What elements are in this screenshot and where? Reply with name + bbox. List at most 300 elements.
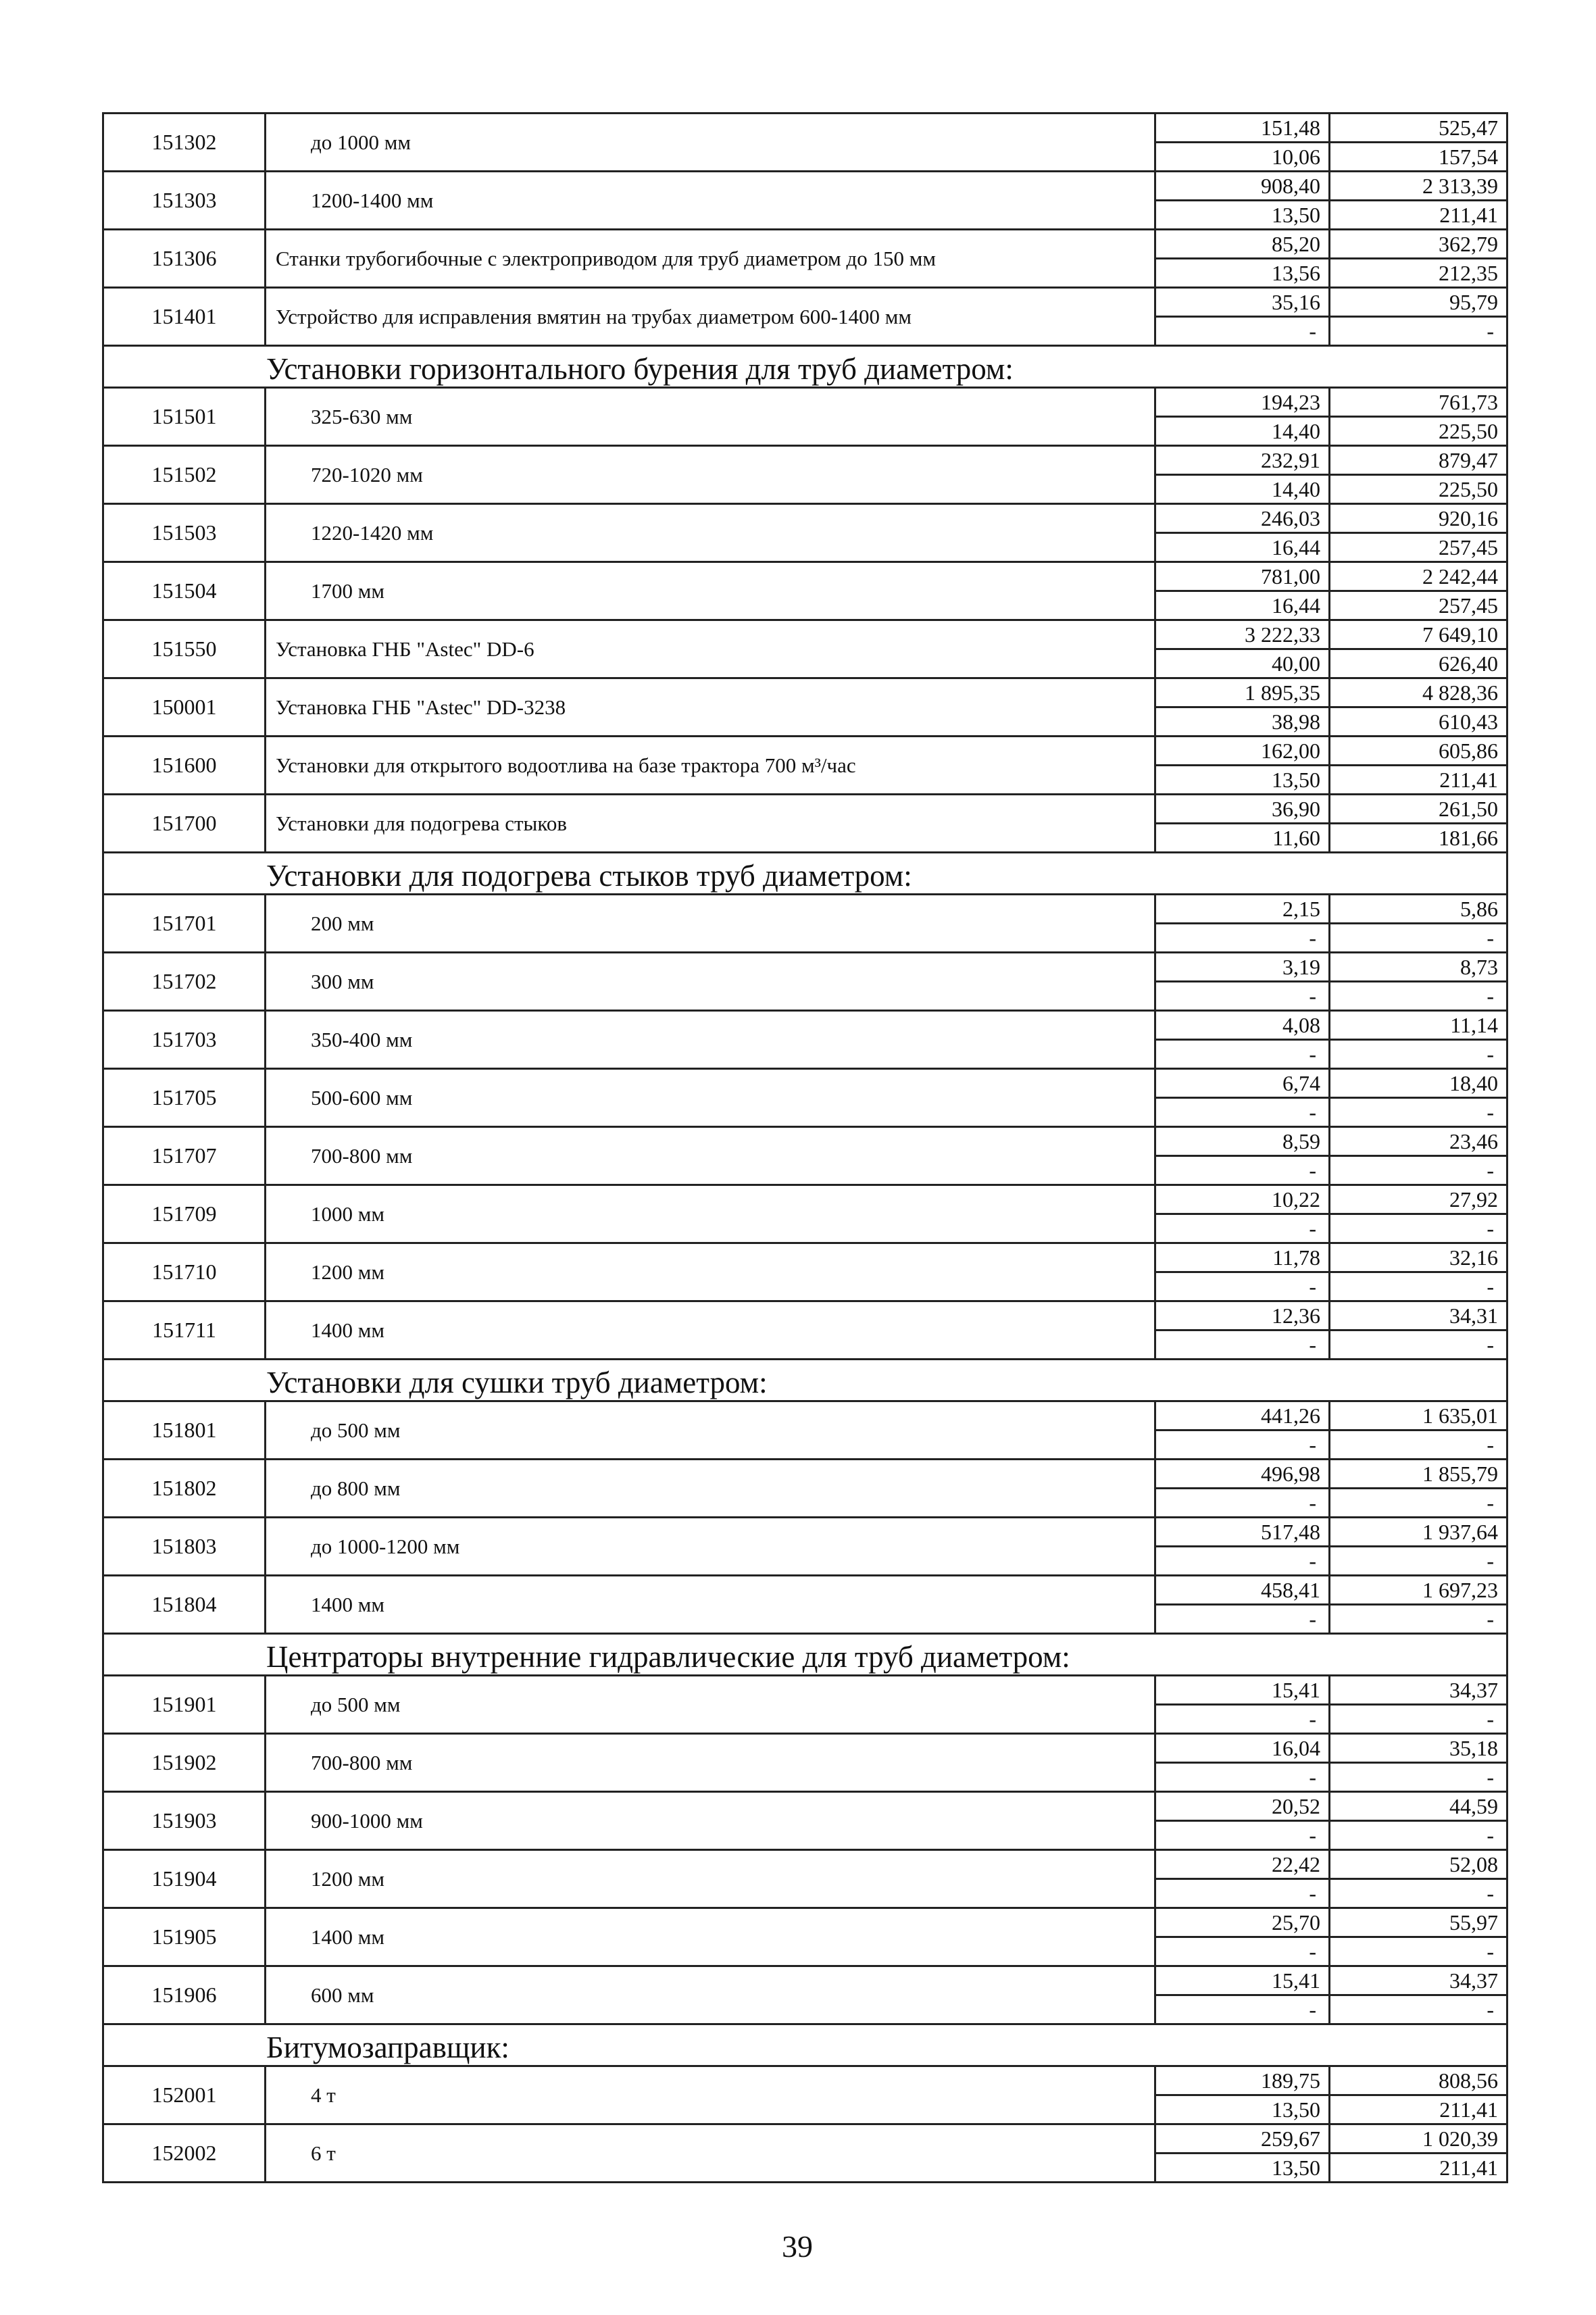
item-code: 151302 (104, 114, 266, 170)
price-2-wage: - (1487, 319, 1494, 343)
item-name: Устройство для исправления вмятин на трубах диаметром 600-1400 мм (266, 289, 1156, 345)
item-code: 151705 (104, 1070, 266, 1126)
price-2-value: 2 242,44 (1330, 563, 1506, 592)
price-column-2 (1330, 679, 1508, 735)
table-row (104, 1909, 1508, 1967)
price-2-value: 920,16 (1330, 505, 1506, 534)
price-column-1 (1156, 1402, 1330, 1458)
price-1-value: 2,15 (1156, 895, 1328, 924)
item-code: 150001 (104, 679, 266, 735)
item-code: 151701 (104, 895, 266, 951)
price-column-2 (1330, 563, 1508, 619)
table-row (104, 621, 1508, 679)
price-column-1 (1156, 1851, 1330, 1907)
price-column-1 (1156, 1793, 1330, 1849)
price-column-1 (1156, 172, 1330, 228)
item-code: 151550 (104, 621, 266, 677)
item-code: 151709 (104, 1186, 266, 1242)
table-row (104, 1302, 1508, 1360)
price-1-wage: 13,50 (1272, 203, 1320, 227)
price-2-value: 362,79 (1330, 230, 1506, 259)
price-1-wage: 14,40 (1272, 477, 1320, 501)
price-column-1 (1156, 737, 1330, 793)
price-column-1 (1156, 1735, 1330, 1791)
price-column-2 (1330, 1967, 1508, 2023)
table-row (104, 1186, 1508, 1244)
price-2-wage: - (1487, 1216, 1494, 1241)
section-header (104, 2025, 1508, 2067)
price-1-value: 1 895,35 (1156, 679, 1328, 708)
item-name: 1000 мм (266, 1186, 1156, 1242)
price-column-2 (1330, 1012, 1508, 1068)
item-code: 152002 (104, 2125, 266, 2181)
item-name: 300 мм (266, 953, 1156, 1010)
price-column-2 (1330, 1909, 1508, 1965)
item-name: 325-630 мм (266, 389, 1156, 445)
table-row (104, 1576, 1508, 1635)
item-code: 151503 (104, 505, 266, 561)
price-1-wage: - (1309, 926, 1316, 950)
price-column-1 (1156, 389, 1330, 445)
price-2-value: 2 313,39 (1330, 172, 1506, 201)
item-name: Установки для открытого водоотлива на базе трактора 700 м³/час (266, 737, 1156, 793)
item-name: 350-400 мм (266, 1012, 1156, 1068)
table-row (104, 2125, 1508, 2183)
price-column-1 (1156, 1302, 1330, 1358)
item-name: Установка ГНБ "Astec" DD-3238 (266, 679, 1156, 735)
price-2-value: 34,37 (1330, 1967, 1506, 1996)
item-code: 151803 (104, 1518, 266, 1574)
price-column-1 (1156, 1518, 1330, 1574)
price-column-1 (1156, 505, 1330, 561)
table-row (104, 389, 1508, 447)
price-column-2 (1330, 895, 1508, 951)
price-2-value: 761,73 (1330, 389, 1506, 418)
price-2-wage: 610,43 (1439, 710, 1498, 734)
price-1-wage: 16,44 (1272, 593, 1320, 618)
price-1-value: 781,00 (1156, 563, 1328, 592)
price-column-1 (1156, 1676, 1330, 1733)
item-name: 1400 мм (266, 1302, 1156, 1358)
section-title: Установки горизонтального бурения для труб диаметром: (266, 352, 1014, 386)
price-2-value: 879,47 (1330, 447, 1506, 476)
price-column-2 (1330, 1851, 1508, 1907)
price-1-wage: - (1309, 1939, 1316, 1964)
section-title: Центраторы внутренние гидравлические для труб диаметром: (266, 1640, 1070, 1674)
price-2-wage: - (1487, 1433, 1494, 1457)
item-code: 151905 (104, 1909, 266, 1965)
price-2-wage: 211,41 (1439, 2156, 1498, 2180)
item-code: 151801 (104, 1402, 266, 1458)
price-column-1 (1156, 289, 1330, 345)
price-column-2 (1330, 953, 1508, 1010)
price-column-2 (1330, 2125, 1508, 2181)
price-1-wage: - (1309, 1607, 1316, 1631)
table-row (104, 1128, 1508, 1186)
price-2-wage: - (1487, 1997, 1494, 2022)
item-name: до 1000 мм (266, 114, 1156, 170)
table-row (104, 2067, 1508, 2125)
price-1-wage: - (1309, 1158, 1316, 1183)
price-2-value: 52,08 (1330, 1851, 1506, 1880)
price-2-value: 605,86 (1330, 737, 1506, 766)
price-2-value: 261,50 (1330, 795, 1506, 824)
price-2-value: 32,16 (1330, 1244, 1506, 1273)
item-code: 151711 (104, 1302, 266, 1358)
price-2-wage: - (1487, 1881, 1494, 1906)
item-name: 4 т (266, 2067, 1156, 2123)
price-1-value: 194,23 (1156, 389, 1328, 418)
price-2-wage: - (1487, 1939, 1494, 1964)
item-code: 151504 (104, 563, 266, 619)
item-code: 151306 (104, 230, 266, 287)
price-column-2 (1330, 1460, 1508, 1516)
price-2-value: 525,47 (1330, 114, 1506, 143)
price-2-wage: 225,50 (1439, 477, 1498, 501)
price-column-1 (1156, 953, 1330, 1010)
table-row (104, 505, 1508, 563)
price-column-1 (1156, 2067, 1330, 2123)
item-code: 151703 (104, 1012, 266, 1068)
section-title: Установки для подогрева стыков труб диаметром: (266, 859, 912, 893)
price-column-1 (1156, 795, 1330, 851)
price-column-1 (1156, 1460, 1330, 1516)
price-1-wage: - (1309, 1491, 1316, 1515)
price-1-value: 6,74 (1156, 1070, 1328, 1099)
price-1-wage: 11,60 (1272, 826, 1320, 850)
item-name: 900-1000 мм (266, 1793, 1156, 1849)
price-2-value: 95,79 (1330, 289, 1506, 318)
price-1-value: 15,41 (1156, 1967, 1328, 1996)
item-code: 151906 (104, 1967, 266, 2023)
item-code: 151700 (104, 795, 266, 851)
item-name: 1700 мм (266, 563, 1156, 619)
price-column-1 (1156, 679, 1330, 735)
price-column-1 (1156, 447, 1330, 503)
price-2-wage: 257,45 (1439, 593, 1498, 618)
price-1-wage: - (1309, 1997, 1316, 2022)
price-1-value: 16,04 (1156, 1735, 1328, 1764)
table-row (104, 1518, 1508, 1576)
price-1-value: 189,75 (1156, 2067, 1328, 2096)
price-1-value: 908,40 (1156, 172, 1328, 201)
item-name: 500-600 мм (266, 1070, 1156, 1126)
price-column-1 (1156, 2125, 1330, 2181)
price-2-value: 44,59 (1330, 1793, 1506, 1822)
price-1-value: 458,41 (1156, 1576, 1328, 1605)
item-name: 600 мм (266, 1967, 1156, 2023)
section-header (104, 1635, 1508, 1676)
section-header (104, 1360, 1508, 1402)
price-1-value: 259,67 (1156, 2125, 1328, 2154)
price-1-wage: 38,98 (1272, 710, 1320, 734)
item-name: 1220-1420 мм (266, 505, 1156, 561)
price-1-wage: - (1309, 1333, 1316, 1357)
price-column-2 (1330, 1402, 1508, 1458)
price-1-value: 10,22 (1156, 1186, 1328, 1215)
price-1-value: 517,48 (1156, 1518, 1328, 1547)
price-2-value: 808,56 (1330, 2067, 1506, 2096)
price-1-wage: 40,00 (1272, 651, 1320, 676)
table-row (104, 1244, 1508, 1302)
price-1-wage: 13,50 (1272, 2097, 1320, 2122)
price-column-2 (1330, 1735, 1508, 1791)
price-2-wage: 181,66 (1439, 826, 1498, 850)
price-1-value: 11,78 (1156, 1244, 1328, 1273)
item-code: 151804 (104, 1576, 266, 1633)
price-column-2 (1330, 447, 1508, 503)
price-2-value: 55,97 (1330, 1909, 1506, 1938)
price-column-2 (1330, 1244, 1508, 1300)
price-1-value: 12,36 (1156, 1302, 1328, 1331)
price-1-wage: - (1309, 1433, 1316, 1457)
item-code: 151904 (104, 1851, 266, 1907)
item-code: 151702 (104, 953, 266, 1010)
price-column-1 (1156, 1012, 1330, 1068)
table-row (104, 679, 1508, 737)
price-1-wage: 16,44 (1272, 535, 1320, 559)
price-1-wage: 13,50 (1272, 2156, 1320, 2180)
price-1-value: 3 222,33 (1156, 621, 1328, 650)
price-2-value: 35,18 (1330, 1735, 1506, 1764)
price-2-value: 1 635,01 (1330, 1402, 1506, 1431)
table-row (104, 114, 1508, 172)
price-1-value: 85,20 (1156, 230, 1328, 259)
item-code: 151707 (104, 1128, 266, 1184)
price-2-wage: - (1487, 1333, 1494, 1357)
item-name: Установки для подогрева стыков (266, 795, 1156, 851)
table-row (104, 895, 1508, 953)
price-1-wage: 13,50 (1272, 768, 1320, 792)
price-1-wage: 13,56 (1272, 261, 1320, 285)
price-2-value: 1 937,64 (1330, 1518, 1506, 1547)
price-2-wage: - (1487, 926, 1494, 950)
price-column-1 (1156, 1186, 1330, 1242)
price-column-2 (1330, 1302, 1508, 1358)
item-name: до 1000-1200 мм (266, 1518, 1156, 1574)
item-code: 151303 (104, 172, 266, 228)
price-1-value: 441,26 (1156, 1402, 1328, 1431)
item-name: 1200 мм (266, 1244, 1156, 1300)
item-code: 151902 (104, 1735, 266, 1791)
price-column-2 (1330, 289, 1508, 345)
price-1-value: 3,19 (1156, 953, 1328, 982)
price-column-2 (1330, 1676, 1508, 1733)
price-1-value: 20,52 (1156, 1793, 1328, 1822)
price-column-2 (1330, 505, 1508, 561)
item-name: 1200-1400 мм (266, 172, 1156, 228)
table-row (104, 563, 1508, 621)
price-column-2 (1330, 621, 1508, 677)
price-1-value: 232,91 (1156, 447, 1328, 476)
price-1-wage: 10,06 (1272, 145, 1320, 169)
price-2-value: 5,86 (1330, 895, 1506, 924)
price-2-wage: - (1487, 984, 1494, 1008)
price-1-value: 246,03 (1156, 505, 1328, 534)
section-header (104, 853, 1508, 895)
price-1-wage: - (1309, 1042, 1316, 1066)
price-column-2 (1330, 230, 1508, 287)
section-header (104, 347, 1508, 389)
price-1-wage: - (1309, 984, 1316, 1008)
table-row (104, 953, 1508, 1012)
section-title: Установки для сушки труб диаметром: (266, 1366, 768, 1399)
price-2-wage: 211,41 (1439, 2097, 1498, 2122)
price-column-2 (1330, 737, 1508, 793)
price-1-wage: 14,40 (1272, 419, 1320, 443)
item-code: 152001 (104, 2067, 266, 2123)
price-2-wage: - (1487, 1765, 1494, 1789)
price-column-2 (1330, 114, 1508, 170)
price-2-value: 34,31 (1330, 1302, 1506, 1331)
item-code: 151401 (104, 289, 266, 345)
table-row (104, 1070, 1508, 1128)
price-1-wage: - (1309, 1765, 1316, 1789)
price-1-wage: - (1309, 1823, 1316, 1847)
price-2-value: 34,37 (1330, 1676, 1506, 1706)
price-column-2 (1330, 795, 1508, 851)
price-2-wage: - (1487, 1042, 1494, 1066)
price-2-wage: - (1487, 1823, 1494, 1847)
price-column-2 (1330, 1793, 1508, 1849)
item-name: Станки трубогибочные с электроприводом для труб диаметром до 150 мм (266, 230, 1156, 287)
table-row (104, 230, 1508, 289)
price-column-1 (1156, 1070, 1330, 1126)
price-2-value: 11,14 (1330, 1012, 1506, 1041)
price-2-wage: 157,54 (1439, 145, 1498, 169)
price-1-value: 162,00 (1156, 737, 1328, 766)
item-code: 151802 (104, 1460, 266, 1516)
table-row (104, 1402, 1508, 1460)
price-1-value: 22,42 (1156, 1851, 1328, 1880)
item-name: 1200 мм (266, 1851, 1156, 1907)
price-column-1 (1156, 1128, 1330, 1184)
table-row (104, 289, 1508, 347)
price-column-1 (1156, 1576, 1330, 1633)
price-column-1 (1156, 895, 1330, 951)
price-1-value: 15,41 (1156, 1676, 1328, 1706)
table-row (104, 447, 1508, 505)
price-1-wage: - (1309, 1881, 1316, 1906)
price-2-value: 4 828,36 (1330, 679, 1506, 708)
price-2-wage: - (1487, 1707, 1494, 1731)
item-name: 6 т (266, 2125, 1156, 2181)
price-1-value: 35,16 (1156, 289, 1328, 318)
table-row (104, 1676, 1508, 1735)
price-2-value: 18,40 (1330, 1070, 1506, 1099)
price-2-value: 1 855,79 (1330, 1460, 1506, 1489)
price-column-2 (1330, 1576, 1508, 1633)
price-2-wage: 626,40 (1439, 651, 1498, 676)
price-column-2 (1330, 2067, 1508, 2123)
price-column-2 (1330, 1128, 1508, 1184)
price-1-wage: - (1309, 319, 1316, 343)
item-name: до 800 мм (266, 1460, 1156, 1516)
price-column-2 (1330, 1186, 1508, 1242)
item-code: 151501 (104, 389, 266, 445)
price-column-2 (1330, 1070, 1508, 1126)
table-row (104, 1735, 1508, 1793)
section-title: Битумозаправщик: (266, 2031, 509, 2064)
price-1-wage: - (1309, 1100, 1316, 1124)
price-2-wage: - (1487, 1158, 1494, 1183)
item-code: 151901 (104, 1676, 266, 1733)
table-row (104, 1793, 1508, 1851)
price-column-1 (1156, 1967, 1330, 2023)
table-row (104, 795, 1508, 853)
table-row (104, 1460, 1508, 1518)
price-column-1 (1156, 1244, 1330, 1300)
item-code: 151600 (104, 737, 266, 793)
page-number: 39 (782, 2229, 813, 2264)
item-name: 720-1020 мм (266, 447, 1156, 503)
table-row (104, 1851, 1508, 1909)
price-column-2 (1330, 172, 1508, 228)
price-1-value: 151,48 (1156, 114, 1328, 143)
price-column-2 (1330, 1518, 1508, 1574)
item-name: Установка ГНБ "Astec" DD-6 (266, 621, 1156, 677)
price-2-wage: 225,50 (1439, 419, 1498, 443)
item-name: до 500 мм (266, 1676, 1156, 1733)
table-row (104, 1967, 1508, 2025)
price-2-wage: - (1487, 1549, 1494, 1573)
price-2-wage: - (1487, 1100, 1494, 1124)
price-1-value: 496,98 (1156, 1460, 1328, 1489)
price-1-value: 36,90 (1156, 795, 1328, 824)
price-2-value: 27,92 (1330, 1186, 1506, 1215)
item-name: 1400 мм (266, 1576, 1156, 1633)
price-1-wage: - (1309, 1274, 1316, 1299)
item-name: 700-800 мм (266, 1735, 1156, 1791)
item-code: 151502 (104, 447, 266, 503)
price-1-wage: - (1309, 1549, 1316, 1573)
price-2-value: 23,46 (1330, 1128, 1506, 1157)
price-1-wage: - (1309, 1707, 1316, 1731)
price-2-value: 1 020,39 (1330, 2125, 1506, 2154)
price-column-2 (1330, 389, 1508, 445)
price-1-wage: - (1309, 1216, 1316, 1241)
price-table (102, 112, 1508, 2183)
item-name: 700-800 мм (266, 1128, 1156, 1184)
item-name: 1400 мм (266, 1909, 1156, 1965)
price-1-value: 25,70 (1156, 1909, 1328, 1938)
price-1-value: 8,59 (1156, 1128, 1328, 1157)
price-2-value: 8,73 (1330, 953, 1506, 982)
price-2-wage: - (1487, 1274, 1494, 1299)
price-2-value: 1 697,23 (1330, 1576, 1506, 1605)
price-2-wage: 212,35 (1439, 261, 1498, 285)
table-row (104, 172, 1508, 230)
item-name: до 500 мм (266, 1402, 1156, 1458)
price-2-wage: 211,41 (1439, 768, 1498, 792)
item-code: 151903 (104, 1793, 266, 1849)
price-column-1 (1156, 621, 1330, 677)
price-column-1 (1156, 563, 1330, 619)
price-column-1 (1156, 114, 1330, 170)
price-2-wage: - (1487, 1491, 1494, 1515)
table-row (104, 1012, 1508, 1070)
price-column-1 (1156, 1909, 1330, 1965)
table-row (104, 737, 1508, 795)
price-2-value: 7 649,10 (1330, 621, 1506, 650)
item-name: 200 мм (266, 895, 1156, 951)
price-2-wage: 257,45 (1439, 535, 1498, 559)
item-code: 151710 (104, 1244, 266, 1300)
price-2-wage: - (1487, 1607, 1494, 1631)
price-2-wage: 211,41 (1439, 203, 1498, 227)
price-1-value: 4,08 (1156, 1012, 1328, 1041)
price-column-1 (1156, 230, 1330, 287)
